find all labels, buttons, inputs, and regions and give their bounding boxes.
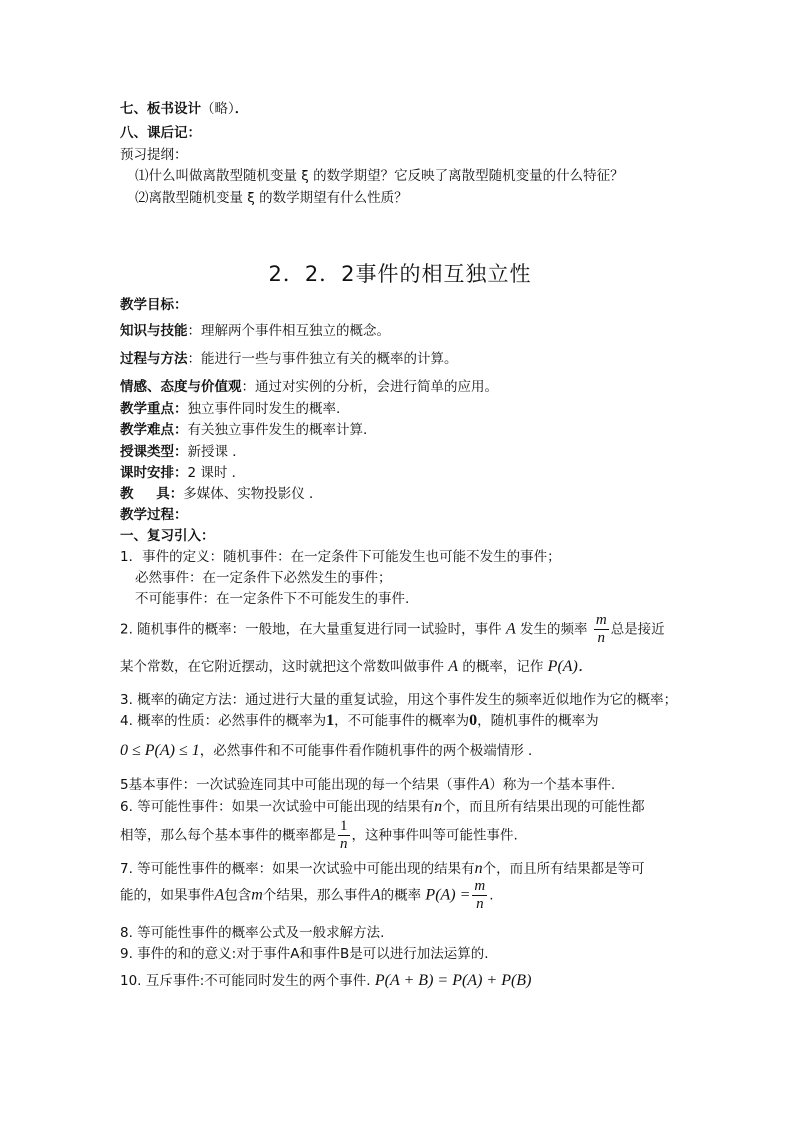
preview-question-2: ⑵离散型随机变量 ξ 的数学期望有什么性质？ xyxy=(135,190,408,206)
item-9: 9. 事件的和的意义:对于事件A和事件B是可以进行加法运算的. xyxy=(120,946,489,962)
item-4-line-1: 4. 概率的性质：必然事件的概率为1，不可能事件的概率为0，随机事件的概率为 xyxy=(120,712,599,729)
item-1-certain: 必然事件：在一定条件下必然发生的事件； xyxy=(135,570,392,586)
fraction-m-over-n-2: $\frac{m}{n}$ xyxy=(474,878,486,912)
fraction-m-over-n: $\frac{m}{n}$ xyxy=(595,612,607,646)
item-1-impossible: 不可能事件：在一定条件下不可能发生的事件. xyxy=(135,591,410,607)
preview-title: 预习提纲： xyxy=(120,147,188,163)
item-6-line-1: 6. 等可能性事件：如果一次试验中可能出现的结果有n个，而且所有结果出现的可能性都 xyxy=(120,798,645,815)
section-7-heading: 七、板书设计（略）． xyxy=(120,101,249,117)
item-3: 3. 概率的确定方法：通过进行大量的重复试验，用这个事件发生的频率近似地作为它的概率； xyxy=(120,692,678,708)
procedure-heading: 教学过程： xyxy=(120,507,188,523)
key-point: 教学重点：独立事件同时发生的概率. xyxy=(120,401,341,417)
item-10: 10. 互斥事件:不可能同时发生的两个事件. P(A + B) = P(A) + P(B) xyxy=(120,972,532,989)
lesson-type: 授课类型：新授课 ． xyxy=(120,444,246,460)
review-heading: 一、复习引入： xyxy=(120,528,215,544)
schedule: 课时安排：2 课时 ． xyxy=(120,465,246,481)
item-8: 8. 等可能性事件的概率公式及一般求解方法. xyxy=(120,925,385,941)
difficulty: 教学难点：有关独立事件发生的概率计算. xyxy=(120,422,368,438)
item-2-line-2: 某个常数，在它附近摆动，这时就把这个常数叫做事件 A 的概率，记作 P(A)． xyxy=(120,658,594,675)
preview-question-1: ⑴什么叫做离散型随机变量 ξ 的数学期望？它反映了离散型随机变量的什么特征？ xyxy=(135,168,624,184)
item-6-line-2: 相等，那么每个基本事件的概率都是 $\frac{1}{n}$ ，这种事件叫等可能性事件. xyxy=(120,818,518,852)
item-2-line-1: 2. 随机事件的概率：一般地，在大量重复进行同一试验时，事件 A 发生的频率 $\frac{m}{n}$ 总是接近 xyxy=(120,612,665,646)
goals-heading: 教学目标： xyxy=(120,297,188,313)
teaching-tools: 教 具：多媒体、实物投影仪 ． xyxy=(120,486,323,502)
item-7-line-2: 能的，如果事件A包含m个结果，那么事件A的概率 P(A) = $\frac{m}{n}$ . xyxy=(120,878,494,912)
goal-process: 过程与方法：能进行一些与事件独立有关的概率的计算。 xyxy=(120,351,458,367)
item-4-line-2: 0 ≤ P(A) ≤ 1，必然事件和不可能事件看作随机事件的两个极端情形 ． xyxy=(120,742,542,759)
item-7-line-1: 7. 等可能性事件的概率：如果一次试验中可能出现的结果有n个，而且所有结果都是等可 xyxy=(120,860,645,877)
goal-knowledge: 知识与技能：理解两个事件相互独立的概念。 xyxy=(120,323,390,339)
item-1: 1．事件的定义：随机事件：在一定条件下可能发生也可能不发生的事件； xyxy=(120,549,561,565)
item-5: 5基本事件：一次试验连同其中可能出现的每一个结果（事件A）称为一个基本事件. xyxy=(120,776,616,793)
section-8-heading: 八、课后记： xyxy=(120,125,201,141)
goal-emotion: 情感、态度与价值观：通过对实例的分析，会进行简单的应用。 xyxy=(120,379,498,395)
page-title: 2．2．2事件的相互独立性 xyxy=(268,262,532,286)
fraction-1-over-n: $\frac{1}{n}$ xyxy=(340,818,348,852)
